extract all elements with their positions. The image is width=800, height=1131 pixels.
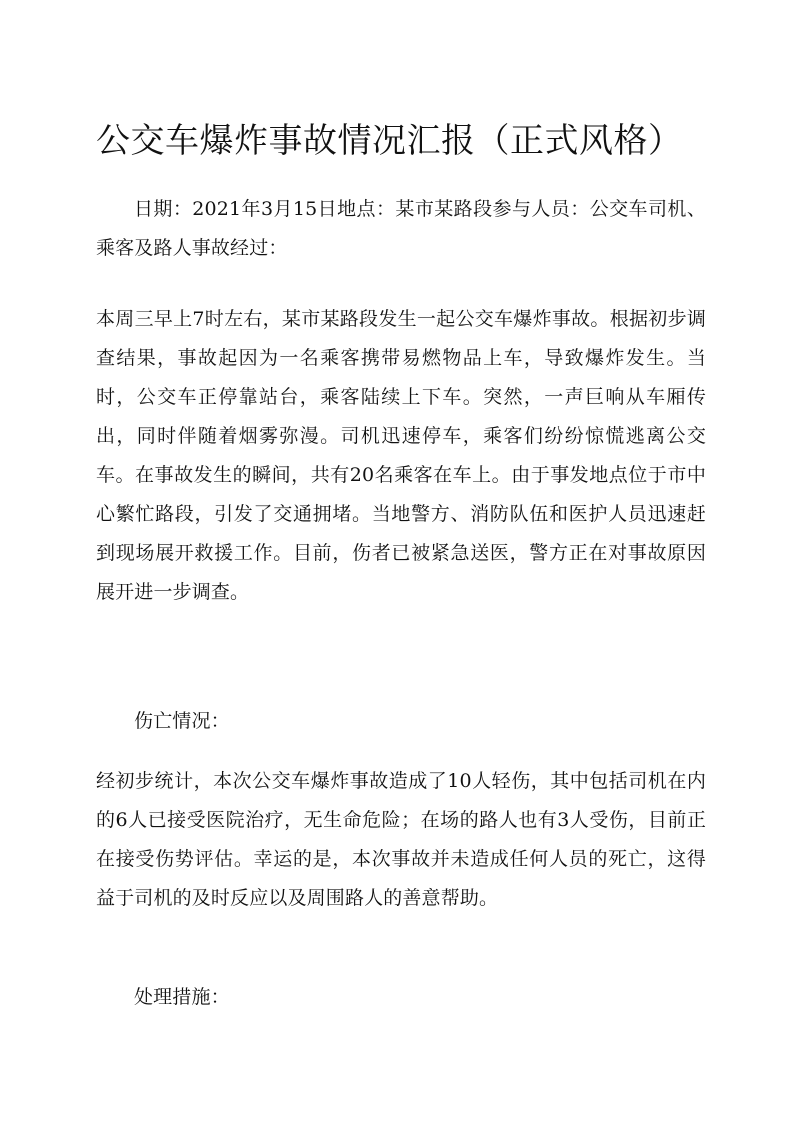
intro-paragraph: 日期：2021年3月15日地点：某市某路段参与人员：公交车司机、乘客及路人事故经过：	[96, 198, 706, 259]
event-paragraph: 本周三早上7时左右，某市某路段发生一起公交车爆炸事故。根据初步调查结果，事故起因为一名乘客携带易燃物品上车，导致爆炸发生。当时，公交车正停靠站台，乘客陆续上下车。突然，一声巨响从车厢传出，同时伴随着烟雾弥漫。司机迅速停车，乘客们纷纷惊慌逃离公交车。在事故发生的瞬间，共有20名乘客在车上。由于事发地点位于市中心繁忙路段，引发了交通拥堵。当地警方、消防队伍和医护人员迅速赶到现场展开救援工作。目前，伤者已被紧急送医，警方正在对事故原因展开进一步调查。	[96, 308, 706, 603]
measures-heading: 处理措施：	[134, 986, 230, 1008]
casualty-paragraph: 经初步统计，本次公交车爆炸事故造成了10人轻伤，其中包括司机在内的6人已接受医院治疗，无生命危险；在场的路人也有3人受伤，目前正在接受伤势评估。幸运的是，本次事故并未造成任何人员的死亡，这得益于司机的及时反应以及周围路人的善意帮助。	[96, 770, 706, 909]
document-title: 公交车爆炸事故情况汇报（正式风格）	[96, 120, 683, 161]
casualty-heading: 伤亡情况：	[134, 710, 230, 732]
